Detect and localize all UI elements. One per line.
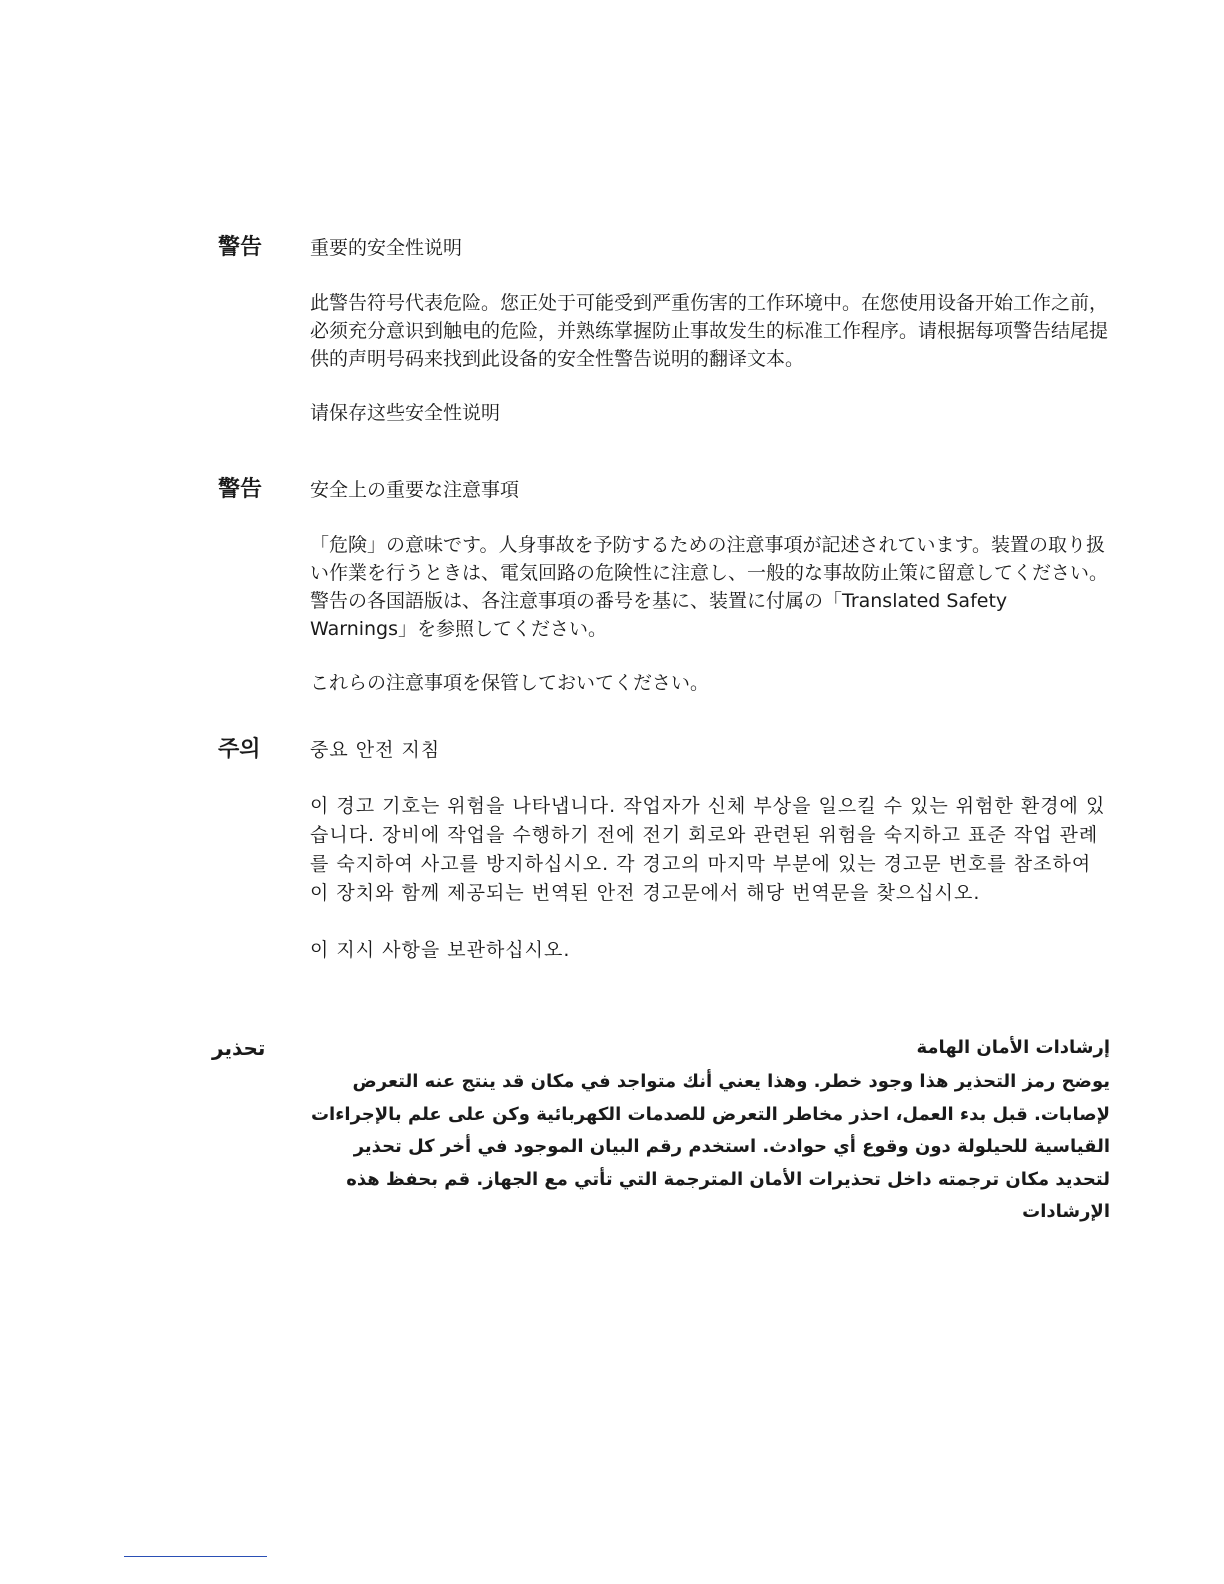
arabic-warning-title: إرشادات الأمان الهامة — [916, 1037, 1110, 1058]
korean-warning-title: 중요 안전 지침 — [310, 739, 441, 761]
korean-warning-paragraph: 이 경고 기호는 위험을 나타냅니다. 작업자가 신체 부상을 일으킬 수 있는 위험한 환경에 있습니다. 장비에 작업을 수행하기 전에 전기 회로와 관련된 위험을 숙지하고 표준 작업 관례를 숙지하여 사고를 방지하십시오. 각 경고의 마지막 부분에 있는 경고문 번호를 참조하여 이 장치와 함께 제공되는 번역된 안전 경고문에서 해당 번역문을 찾으십시오. — [310, 795, 1106, 904]
korean-warning-body — [310, 736, 1110, 965]
chinese-warning-body — [310, 234, 1110, 427]
arabic-warning-body — [300, 1034, 1110, 1229]
korean-warning-label: 주의 — [218, 737, 261, 762]
footnote-separator — [124, 1556, 267, 1557]
arabic-warning-paragraph: يوضح رمز التحذير هذا وجود خطر. وهذا يعني أنك متواجد في مكان قد ينتج عنه التعرض لإصابات. قبل بدء العمل، احذر مخاطر التعرض للصدمات الكهربائية وكن على علم بالإجراءات القياسية للحيلولة دون وقوع أي حوادث. استخدم رقم البيان الموجود في أخر كل تحذير لتحديد مكان ترجمته داخل تحذيرات الأمان المترجمة التي تأتي مع الجهاز. قم بحفظ هذه الإرشادات — [310, 1071, 1110, 1222]
chinese-warning-paragraph: 此警告符号代表危险。您正处于可能受到严重伤害的工作环境中。在您使用设备开始工作之前，必须充分意识到触电的危险，并熟练掌握防止事故发生的标准工作程序。请根据每项警告结尾提供的声明号码来找到此设备的安全性警告说明的翻译文本。 — [310, 292, 1109, 370]
japanese-warning-paragraph: 「危険」の意味です。人身事故を予防するための注意事項が記述されています。装置の取り扱い作業を行うときは、電気回路の危険性に注意し、一般的な事故防止策に留意してください。警告の各国語版は、各注意事項の番号を基に、装置に付属の「Translated Safety Warnings」を参照してください。 — [310, 534, 1109, 640]
chinese-warning-label: 警告 — [218, 235, 263, 260]
japanese-warning-body — [310, 476, 1110, 697]
arabic-warning-label: تحذير — [212, 1036, 266, 1060]
japanese-warning-label: 警告 — [218, 477, 263, 502]
chinese-warning-title: 重要的安全性说明 — [310, 237, 463, 259]
japanese-save-note: これらの注意事項を保管しておいてください。 — [310, 672, 710, 694]
korean-save-note: 이 지시 사항을 보관하십시오. — [310, 939, 571, 961]
japanese-warning-title: 安全上の重要な注意事項 — [310, 479, 520, 501]
chinese-save-note: 请保存这些安全性说明 — [310, 402, 501, 424]
